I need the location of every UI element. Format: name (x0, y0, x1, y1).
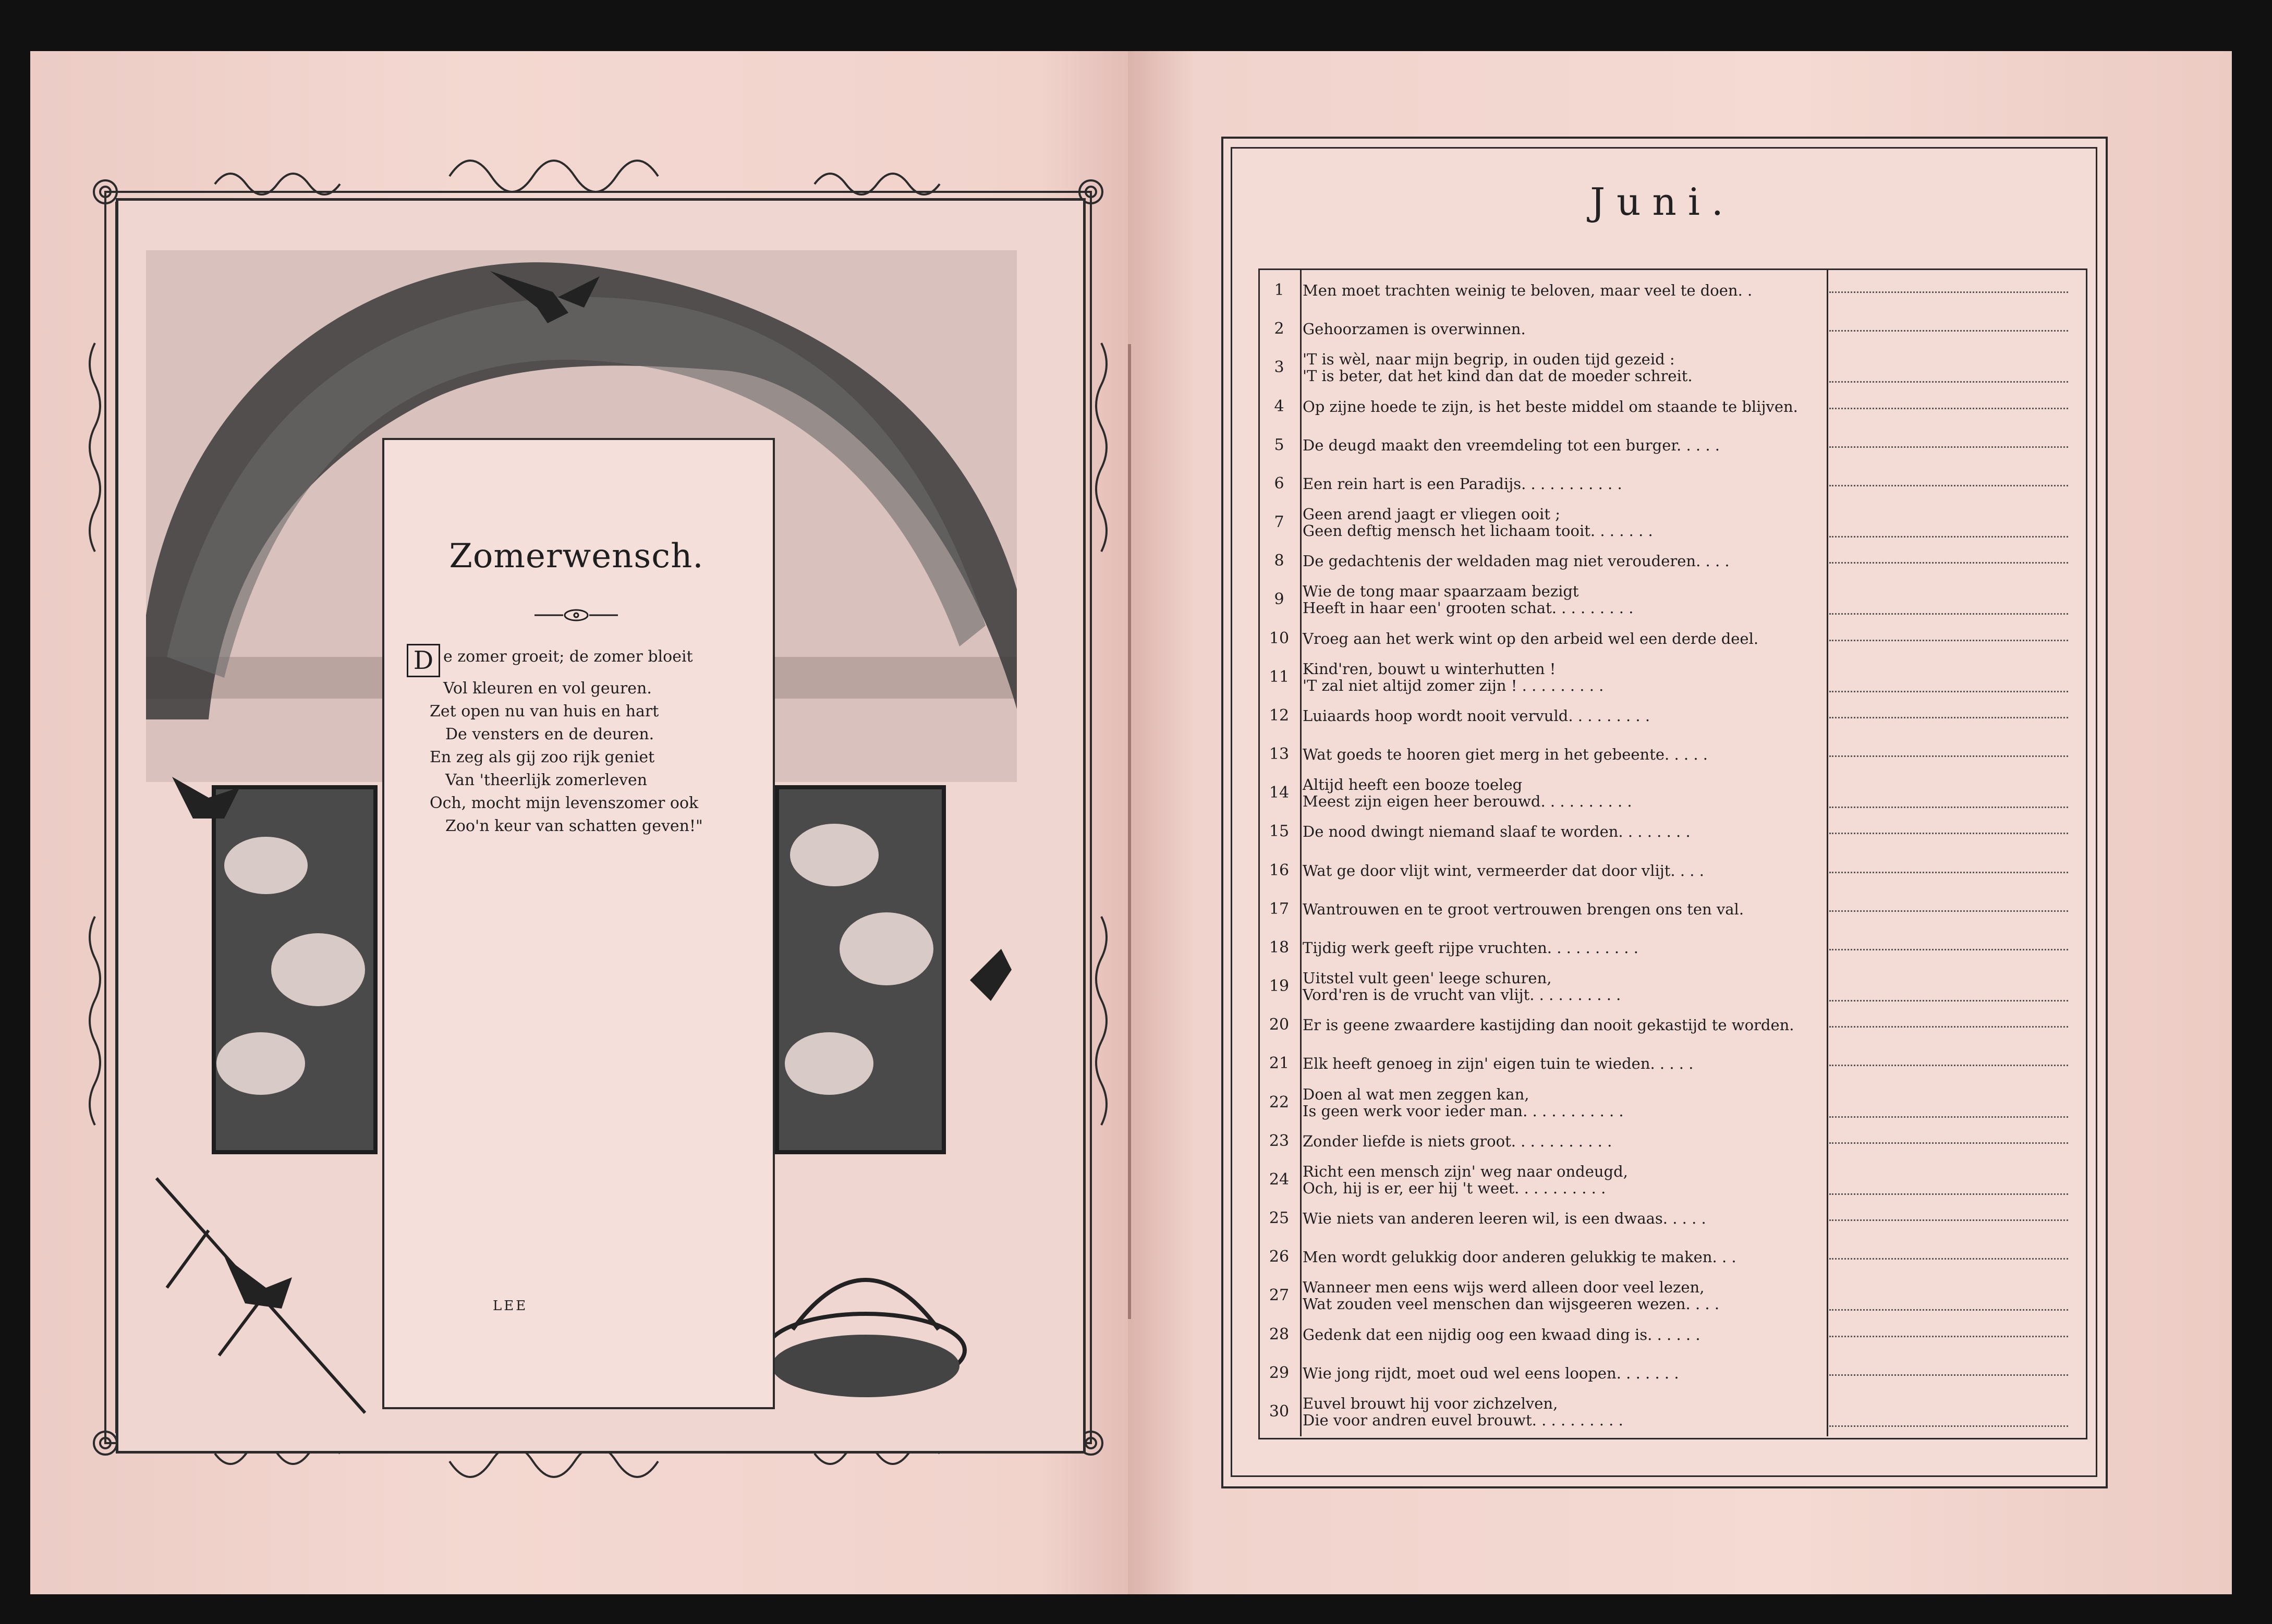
day-number: 28 (1269, 1325, 1290, 1344)
notes-dotted-line (1829, 536, 2068, 538)
proverb-line: Altijd heeft een booze toeleg (1303, 776, 1523, 794)
proverb-text (1303, 1240, 1811, 1274)
day-number: 7 (1274, 513, 1284, 532)
proverb-row (1258, 274, 2084, 307)
day-number: 12 (1269, 706, 1290, 725)
proverb-line: Wanneer men eens wijs werd alleen door veel lezen, (1303, 1278, 1705, 1297)
notes-dotted-line (1829, 833, 2068, 834)
day-number: 30 (1269, 1402, 1290, 1421)
proverb-row (1258, 699, 2084, 732)
notes-dotted-line (1829, 640, 2068, 641)
notes-dotted-line (1829, 1116, 2068, 1118)
proverb-text (1303, 467, 1811, 500)
notes-dotted-line (1829, 408, 2068, 409)
proverb-row (1258, 661, 2084, 694)
proverb-row (1258, 544, 2084, 578)
proverb-line: Elk heeft genoeg in zijn' eigen tuin te wieden. . . . . (1303, 1055, 1694, 1073)
notes-dotted-line (1829, 872, 2068, 873)
notes-dotted-line (1829, 330, 2068, 332)
proverb-text (1303, 1163, 1811, 1196)
notes-dotted-line (1829, 1065, 2068, 1066)
day-number: 16 (1269, 861, 1290, 880)
proverb-text (1303, 583, 1811, 616)
proverb-line: Euvel brouwt hij voor zichzelven, (1303, 1394, 1558, 1412)
proverb-row (1258, 312, 2084, 346)
day-number: 1 (1274, 281, 1284, 300)
proverb-line: Geen deftig mensch het lichaam tooit. . . . . . . (1303, 522, 1653, 540)
proverb-row (1258, 1279, 2084, 1312)
day-number: 26 (1269, 1248, 1290, 1266)
proverb-text (1303, 1125, 1811, 1158)
poem-line: De vensters en de deuren. (445, 725, 654, 743)
proverb-line: Die voor andren euvel brouwt. . . . . . . . . . (1303, 1411, 1623, 1429)
poem-first-line: e zomer groeit; de zomer bloeit (443, 648, 693, 666)
notes-dotted-line (1829, 1000, 2068, 1002)
poem-line: Vol kleuren en vol geuren. (443, 679, 652, 698)
notes-dotted-line (1829, 1336, 2068, 1337)
proverb-text (1303, 1279, 1811, 1312)
proverb-text (1303, 274, 1811, 307)
proverb-row (1258, 1318, 2084, 1351)
day-number: 10 (1269, 629, 1290, 648)
proverb-line: Wie de tong maar spaarzaam bezigt (1303, 582, 1579, 601)
proverb-text (1303, 1357, 1811, 1390)
proverb-line: Wat goeds te hooren giet merg in het gebeente. . . . . (1303, 746, 1708, 764)
proverb-row (1258, 351, 2084, 384)
proverb-row (1258, 1125, 2084, 1158)
proverb-line: Gehoorzamen is overwinnen. (1303, 320, 1526, 338)
proverb-text (1303, 1202, 1811, 1235)
proverb-text (1303, 738, 1811, 771)
proverb-line: Op zijne hoede te zijn, is het beste middel om staande te blijven. (1303, 397, 1798, 416)
month-title: Juni. (1590, 180, 1735, 224)
day-number: 18 (1269, 938, 1290, 957)
proverb-row (1258, 1086, 2084, 1119)
proverb-text (1303, 699, 1811, 732)
day-number: 5 (1274, 435, 1284, 454)
notes-dotted-line (1829, 446, 2068, 448)
day-number: 19 (1269, 977, 1290, 996)
poem-line: En zeg als gij zoo rijk geniet (430, 748, 655, 766)
proverb-text (1303, 429, 1811, 462)
proverb-text (1303, 893, 1811, 926)
proverb-line: Wie jong rijdt, moet oud wel eens loopen. . . . . . . (1303, 1364, 1679, 1382)
proverb-row (1258, 583, 2084, 616)
proverb-line: 'T is beter, dat het kind dan dat de moeder schreit. (1303, 367, 1693, 385)
notes-dotted-line (1829, 1193, 2068, 1195)
poem-line: Och, mocht mijn levenszomer ook (430, 794, 699, 812)
day-number: 29 (1269, 1363, 1290, 1382)
proverb-line: Gedenk dat een nijdig oog een kwaad ding is. . . . . . (1303, 1325, 1700, 1344)
proverb-text (1303, 970, 1811, 1003)
poem-line: Van 'theerlijk zomerleven (445, 771, 648, 789)
notes-dotted-line (1829, 1425, 2068, 1427)
notes-dotted-line (1829, 1374, 2068, 1376)
proverb-row (1258, 429, 2084, 462)
notes-dotted-line (1829, 381, 2068, 383)
proverb-row (1258, 815, 2084, 848)
proverb-line: Luiaards hoop wordt nooit vervuld. . . . . . . . . (1303, 706, 1650, 725)
day-number: 22 (1269, 1093, 1290, 1112)
proverb-row (1258, 1202, 2084, 1235)
proverb-line: Men moet trachten weinig te beloven, maar veel te doen. . (1303, 282, 1753, 300)
binding-thread (1128, 344, 1131, 1319)
notes-dotted-line (1829, 1142, 2068, 1144)
proverb-line: Vroeg aan het werk wint op den arbeid wel een derde deel. (1303, 629, 1759, 648)
notes-dotted-line (1829, 1026, 2068, 1028)
proverb-text (1303, 1047, 1811, 1080)
proverb-row (1258, 622, 2084, 655)
proverb-row (1258, 970, 2084, 1003)
notes-dotted-line (1829, 1219, 2068, 1221)
proverb-row (1258, 506, 2084, 539)
proverb-text (1303, 1395, 1811, 1428)
poem-title: Zomerwensch. (449, 537, 704, 576)
proverb-line: Wat zouden veel menschen dan wijsgeeren wezen. . . . (1303, 1295, 1720, 1313)
proverb-line: Een rein hart is een Paradijs. . . . . . . . . . . (1303, 474, 1622, 493)
proverb-row (1258, 1395, 2084, 1428)
notes-dotted-line (1829, 949, 2068, 950)
notes-dotted-line (1829, 291, 2068, 293)
dropcap: D (407, 644, 440, 677)
notes-dotted-line (1829, 755, 2068, 757)
day-number: 2 (1274, 320, 1284, 338)
proverb-line: 'T is wèl, naar mijn begrip, in ouden tijd gezeid : (1303, 350, 1675, 369)
proverb-line: Uitstel vult geen' leege schuren, (1303, 969, 1552, 987)
notes-dotted-line (1829, 485, 2068, 486)
proverb-line: De deugd maakt den vreemdeling tot een burger. . . . . (1303, 436, 1720, 454)
poem-line: Zet open nu van huis en hart (430, 702, 659, 721)
proverb-text (1303, 776, 1811, 810)
day-number: 20 (1269, 1016, 1290, 1034)
proverb-line: Zonder liefde is niets groot. . . . . . . . . . . (1303, 1132, 1612, 1150)
day-number: 23 (1269, 1131, 1290, 1150)
proverb-text (1303, 1008, 1811, 1042)
poem-line (407, 644, 751, 677)
proverb-row (1258, 854, 2084, 887)
proverb-row (1258, 390, 2084, 423)
proverb-line: Richt een mensch zijn' weg naar ondeugd, (1303, 1162, 1628, 1180)
proverb-row (1258, 1240, 2084, 1274)
proverb-text (1303, 854, 1811, 887)
notes-dotted-line (1829, 1258, 2068, 1260)
notes-dotted-line (1829, 1309, 2068, 1311)
poem-panel (382, 438, 775, 1409)
proverb-text (1303, 390, 1811, 423)
day-number: 21 (1269, 1054, 1290, 1073)
ornamental-divider-icon (532, 607, 621, 623)
proverb-text (1303, 1318, 1811, 1351)
proverb-line: De gedachtenis der weldaden mag niet verouderen. . . . (1303, 552, 1730, 570)
day-number: 24 (1269, 1170, 1290, 1189)
proverb-line: Meest zijn eigen heer berouwd. . . . . . . . . . (1303, 792, 1632, 811)
proverb-row (1258, 1047, 2084, 1080)
day-number: 8 (1274, 552, 1284, 570)
proverb-line: Kind'ren, bouwt u winterhutten ! (1303, 660, 1556, 678)
notes-dotted-line (1829, 717, 2068, 718)
day-number: 13 (1269, 745, 1290, 764)
poem-line: Zoo'n keur van schatten geven!" (445, 817, 703, 835)
proverb-row (1258, 1163, 2084, 1196)
day-number: 9 (1274, 590, 1284, 609)
proverb-line: Vord'ren is de vrucht van vlijt. . . . . . . . . . (1303, 986, 1621, 1004)
proverb-row (1258, 931, 2084, 964)
notes-dotted-line (1829, 613, 2068, 615)
day-number: 11 (1269, 667, 1290, 686)
proverb-row (1258, 1357, 2084, 1390)
proverb-row (1258, 776, 2084, 810)
day-number: 4 (1274, 397, 1284, 416)
proverb-row (1258, 893, 2084, 926)
day-number: 27 (1269, 1286, 1290, 1305)
notes-dotted-line (1829, 562, 2068, 564)
proverb-line: Er is geene zwaardere kastijding dan nooit gekastijd te worden. (1303, 1016, 1794, 1034)
proverb-row (1258, 1008, 2084, 1042)
engraver-signature: LEE (493, 1298, 528, 1314)
proverb-line: De nood dwingt niemand slaaf te worden. . . . . . . . (1303, 823, 1691, 841)
proverb-line: Wantrouwen en te groot vertrouwen brengen ons ten val. (1303, 900, 1744, 918)
proverb-line: Och, hij is er, eer hij 't weet. . . . . . . . . . (1303, 1179, 1606, 1197)
day-number: 14 (1269, 784, 1290, 802)
proverb-text (1303, 622, 1811, 655)
day-number: 17 (1269, 899, 1290, 918)
proverb-text (1303, 931, 1811, 964)
proverb-line: Doen al wat men zeggen kan, (1303, 1085, 1529, 1103)
notes-dotted-line (1829, 807, 2068, 808)
proverb-text (1303, 1086, 1811, 1119)
proverb-text (1303, 312, 1811, 346)
proverb-line: Wat ge door vlijt wint, vermeerder dat door vlijt. . . . (1303, 861, 1704, 880)
day-number: 25 (1269, 1209, 1290, 1228)
proverb-text (1303, 351, 1811, 384)
day-number: 3 (1274, 358, 1284, 377)
notes-dotted-line (1829, 691, 2068, 692)
proverb-line: Men wordt gelukkig door anderen gelukkig te maken. . . (1303, 1248, 1736, 1266)
proverb-line: Geen arend jaagt er vliegen ooit ; (1303, 505, 1560, 523)
proverb-text (1303, 815, 1811, 848)
day-number: 15 (1269, 822, 1290, 841)
proverb-row (1258, 738, 2084, 771)
poem-body (407, 644, 751, 838)
proverb-row (1258, 467, 2084, 500)
day-number: 6 (1274, 474, 1284, 493)
proverb-line: Tijdig werk geeft rijpe vruchten. . . . . . . . . . (1303, 938, 1638, 957)
proverb-text (1303, 661, 1811, 694)
notes-dotted-line (1829, 910, 2068, 912)
proverb-line: Is geen werk voor ieder man. . . . . . . . . . . (1303, 1102, 1624, 1120)
proverb-text (1303, 544, 1811, 578)
proverb-text (1303, 506, 1811, 539)
proverb-line: Heeft in haar een' grooten schat. . . . . . . . . (1303, 599, 1634, 617)
proverb-line: Wie niets van anderen leeren wil, is een dwaas. . . . . (1303, 1210, 1706, 1228)
proverb-line: 'T zal niet altijd zomer zijn ! . . . . . . . . . (1303, 676, 1604, 694)
